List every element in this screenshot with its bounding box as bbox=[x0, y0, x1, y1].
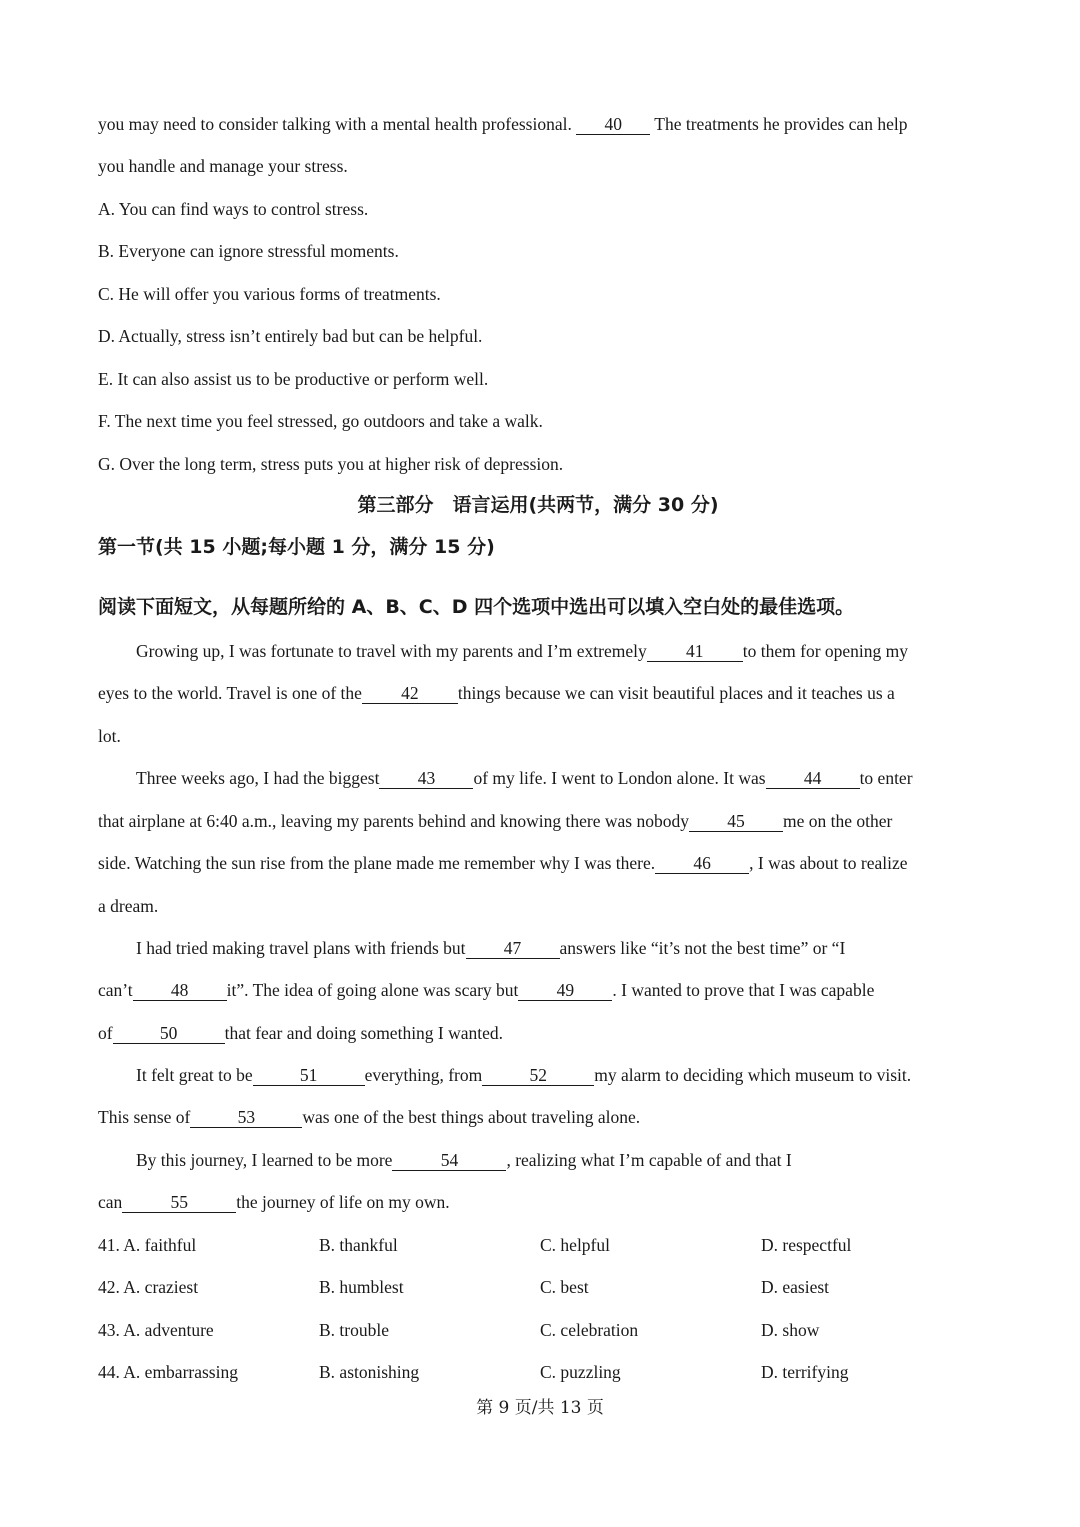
cloze-line bbox=[136, 767, 913, 789]
cloze-text: things because we can visit beautiful places and it teaches us a bbox=[457, 683, 895, 703]
blank-55: 55 bbox=[122, 1192, 236, 1213]
cloze-text: Three weeks ago, I had the biggest bbox=[136, 768, 380, 788]
instruction: 阅读下面短文，从每题所给的 A、B、C、D 四个选项中选出可以填入空白处的最佳选项。 bbox=[98, 596, 855, 618]
option-g: G. Over the long term, stress puts you at higher risk of depression. bbox=[98, 454, 564, 474]
cloze-text: my alarm to deciding which museum to visit. bbox=[594, 1065, 912, 1085]
cloze-line bbox=[136, 937, 845, 959]
q44-option-d: D. terrifying bbox=[761, 1362, 849, 1382]
blank-50: 50 bbox=[113, 1023, 225, 1044]
q42-option-c: C. best bbox=[540, 1277, 589, 1297]
q42-option-a: 42. A. craziest bbox=[98, 1277, 199, 1297]
option-c: C. He will offer you various forms of treatments. bbox=[98, 284, 441, 304]
cloze-line: a dream. bbox=[98, 896, 159, 916]
option-e: E. It can also assist us to be productive or perform well. bbox=[98, 369, 489, 389]
cloze-text: that fear and doing something I wanted. bbox=[224, 1023, 504, 1043]
cloze-text: of my life. I went to London alone. It was bbox=[473, 768, 766, 788]
cloze-text: By this journey, I learned to be more bbox=[136, 1150, 393, 1170]
blank-46: 46 bbox=[655, 853, 749, 874]
cloze-text: eyes to the world. Travel is one of the bbox=[98, 683, 362, 703]
cloze-text: , I was about to realize bbox=[749, 853, 908, 873]
q43-option-d: D. show bbox=[761, 1320, 820, 1340]
passage-line: you handle and manage your stress. bbox=[98, 156, 348, 176]
blank-49: 49 bbox=[518, 980, 612, 1001]
cloze-line bbox=[98, 979, 874, 1001]
cloze-text: to them for opening my bbox=[742, 641, 909, 661]
cloze-text: that airplane at 6:40 a.m., leaving my parents behind and knowing there was nobody bbox=[98, 811, 689, 831]
cloze-text: It felt great to be bbox=[136, 1065, 253, 1085]
q42-option-b: B. humblest bbox=[319, 1277, 404, 1297]
q43-option-a: 43. A. adventure bbox=[98, 1320, 214, 1340]
blank-53: 53 bbox=[190, 1107, 302, 1128]
blank-41: 41 bbox=[647, 641, 743, 662]
cloze-line bbox=[98, 1106, 640, 1128]
passage-text: The treatments he provides can help bbox=[650, 114, 908, 134]
blank-43: 43 bbox=[379, 768, 473, 789]
cloze-text: me on the other bbox=[782, 811, 893, 831]
cloze-text: of bbox=[98, 1023, 113, 1043]
cloze-line bbox=[98, 852, 908, 874]
cloze-text: can’t bbox=[98, 980, 133, 1000]
q41-option-a: 41. A. faithful bbox=[98, 1235, 197, 1255]
cloze-text: . I wanted to prove that I was capable bbox=[612, 980, 875, 1000]
cloze-line bbox=[98, 810, 892, 832]
q43-option-c: C. celebration bbox=[540, 1320, 639, 1340]
cloze-text: the journey of life on my own. bbox=[236, 1192, 450, 1212]
option-d: D. Actually, stress isn’t entirely bad but can be helpful. bbox=[98, 326, 483, 346]
q44-option-a: 44. A. embarrassing bbox=[98, 1362, 238, 1382]
q44-option-c: C. puzzling bbox=[540, 1362, 621, 1382]
cloze-text: side. Watching the sun rise from the plane made me remember why I was there. bbox=[98, 853, 656, 873]
blank-54: 54 bbox=[392, 1150, 506, 1171]
q42-option-d: D. easiest bbox=[761, 1277, 830, 1297]
cloze-line bbox=[136, 1064, 911, 1086]
cloze-line bbox=[136, 1149, 792, 1171]
cloze-text: , realizing what I’m capable of and that I bbox=[506, 1150, 792, 1170]
cloze-line: lot. bbox=[98, 726, 121, 746]
blank-51: 51 bbox=[253, 1065, 365, 1086]
cloze-text: everything, from bbox=[364, 1065, 483, 1085]
cloze-text: can bbox=[98, 1192, 123, 1212]
cloze-line bbox=[98, 1022, 503, 1044]
option-a: A. You can find ways to control stress. bbox=[98, 199, 369, 219]
blank-52: 52 bbox=[482, 1065, 594, 1086]
cloze-text: it”. The idea of going alone was scary but bbox=[226, 980, 519, 1000]
option-b: B. Everyone can ignore stressful moments. bbox=[98, 241, 399, 261]
section-heading: 第一节(共 15 小题;每小题 1 分，满分 15 分) bbox=[98, 536, 495, 558]
q41-option-d: D. respectful bbox=[761, 1235, 852, 1255]
cloze-line bbox=[136, 640, 908, 662]
cloze-text: to enter bbox=[859, 768, 913, 788]
blank-48: 48 bbox=[133, 980, 227, 1001]
option-f: F. The next time you feel stressed, go outdoors and take a walk. bbox=[98, 411, 543, 431]
q44-option-b: B. astonishing bbox=[319, 1362, 420, 1382]
blank-47: 47 bbox=[466, 938, 560, 959]
blank-44: 44 bbox=[766, 768, 860, 789]
page-footer: 第 9 页/共 13 页 bbox=[476, 1398, 604, 1418]
q41-option-b: B. thankful bbox=[319, 1235, 398, 1255]
blank-40: 40 bbox=[576, 114, 650, 135]
passage-text: you may need to consider talking with a mental health professional. bbox=[98, 114, 577, 134]
cloze-text: answers like “it’s not the best time” or “I bbox=[559, 938, 846, 958]
blank-42: 42 bbox=[362, 683, 458, 704]
cloze-text: I had tried making travel plans with friends but bbox=[136, 938, 466, 958]
cloze-text: This sense of bbox=[98, 1107, 191, 1127]
q43-option-b: B. trouble bbox=[319, 1320, 389, 1340]
cloze-text: was one of the best things about traveling alone. bbox=[302, 1107, 641, 1127]
q41-option-c: C. helpful bbox=[540, 1235, 610, 1255]
cloze-line bbox=[98, 682, 895, 704]
blank-45: 45 bbox=[689, 811, 783, 832]
cloze-line bbox=[98, 1191, 450, 1213]
passage-line bbox=[98, 113, 907, 135]
part-heading: 第三部分 语言运用(共两节，满分 30 分) bbox=[357, 494, 719, 516]
cloze-text: Growing up, I was fortunate to travel with my parents and I’m extremely bbox=[136, 641, 647, 661]
